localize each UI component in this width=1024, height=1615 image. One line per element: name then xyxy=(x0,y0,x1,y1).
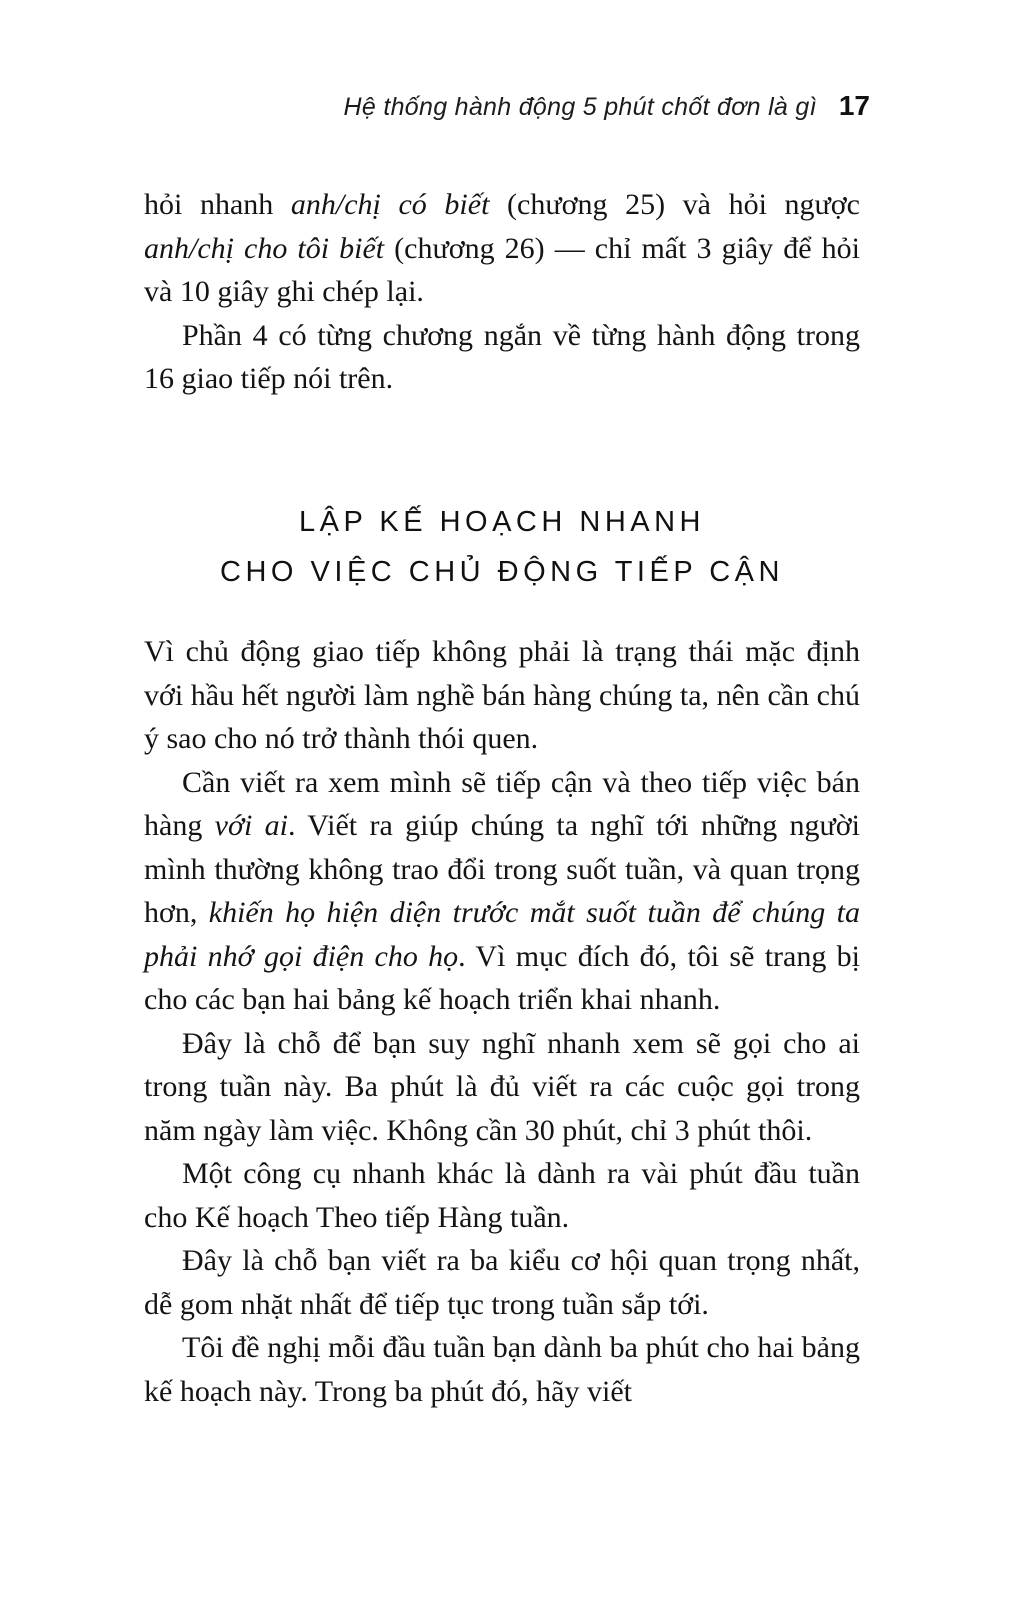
paragraph xyxy=(144,1239,860,1326)
body-text-run: Phần 4 có từng chương ngắn về từng hành động trong 16 giao tiếp nói trên. xyxy=(144,318,860,395)
paragraph xyxy=(144,761,860,1022)
body-text-bottom xyxy=(144,630,860,1413)
body-text-run: Vì chủ động giao tiếp không phải là trạng thái mặc định với hầu hết người làm nghề bán hàng chúng ta, nên cần chú ý sao cho nó trở thành thói quen. xyxy=(144,635,860,755)
italic-text-run: với ai xyxy=(214,809,288,842)
italic-text-run: khiến họ hiện diện trước mắt suốt tuần để chúng ta phải nhớ gọi điện cho họ xyxy=(144,896,860,973)
italic-text-run: anh/chị có biết xyxy=(290,188,490,221)
section-heading-line1: LẬP KẾ HOẠCH NHANH xyxy=(299,506,705,538)
paragraph xyxy=(144,630,860,761)
body-text-run: (chương 26) — chỉ mất 3 giây để hỏi và 10 giây ghi chép lại. xyxy=(144,231,860,308)
section-heading xyxy=(144,497,860,597)
body-text-run: Đây là chỗ để bạn suy nghĩ nhanh xem sẽ gọi cho ai trong tuần này. Ba phút là đủ viết ra các cuộc gọi trong năm ngày làm việc. Không cần 30 phút, chỉ 3 phút thôi. xyxy=(144,1026,860,1147)
paragraph xyxy=(144,1152,860,1239)
section-heading-line2: CHO VIỆC CHỦ ĐỘNG TIẾP CẬN xyxy=(220,556,784,588)
body-text-run: Tôi đề nghị mỗi đầu tuần bạn dành ba phút cho hai bảng kế hoạch này. Trong ba phút đó, hãy viết xyxy=(144,1331,860,1408)
running-header xyxy=(144,90,870,122)
paragraph xyxy=(144,1022,860,1153)
body-text-run: (chương 25) và hỏi ngược xyxy=(489,188,860,221)
body-text-run: . Vì mục đích đó, tôi sẽ trang bị cho các bạn hai bảng kế hoạch triển khai nhanh. xyxy=(144,939,860,1016)
paragraph xyxy=(144,314,860,401)
body-text-run: Một công cụ nhanh khác là dành ra vài phút đầu tuần cho Kế hoạch Theo tiếp Hàng tuần. xyxy=(144,1157,860,1234)
body-text-run: hỏi nhanh xyxy=(144,188,291,221)
paragraph xyxy=(144,1326,860,1413)
italic-text-run: anh/chị cho tôi biết xyxy=(144,231,385,265)
body-text-top xyxy=(144,183,860,401)
body-text-run: Cần viết ra xem mình sẽ tiếp cận và theo tiếp việc bán hàng xyxy=(144,765,860,842)
paragraph xyxy=(144,183,860,314)
body-text-run: . Viết ra giúp chúng ta nghĩ tới những người mình thường không trao đổi trong suốt tuần, và quan trọng hơn, xyxy=(144,809,860,929)
body-text-run: Đây là chỗ bạn viết ra ba kiểu cơ hội quan trọng nhất, dễ gom nhặt nhất để tiếp tục trong tuần sắp tới. xyxy=(144,1244,860,1321)
page-number: 17 xyxy=(838,90,870,121)
running-header-title: Hệ thống hành động 5 phút chốt đơn là gì xyxy=(343,93,817,121)
